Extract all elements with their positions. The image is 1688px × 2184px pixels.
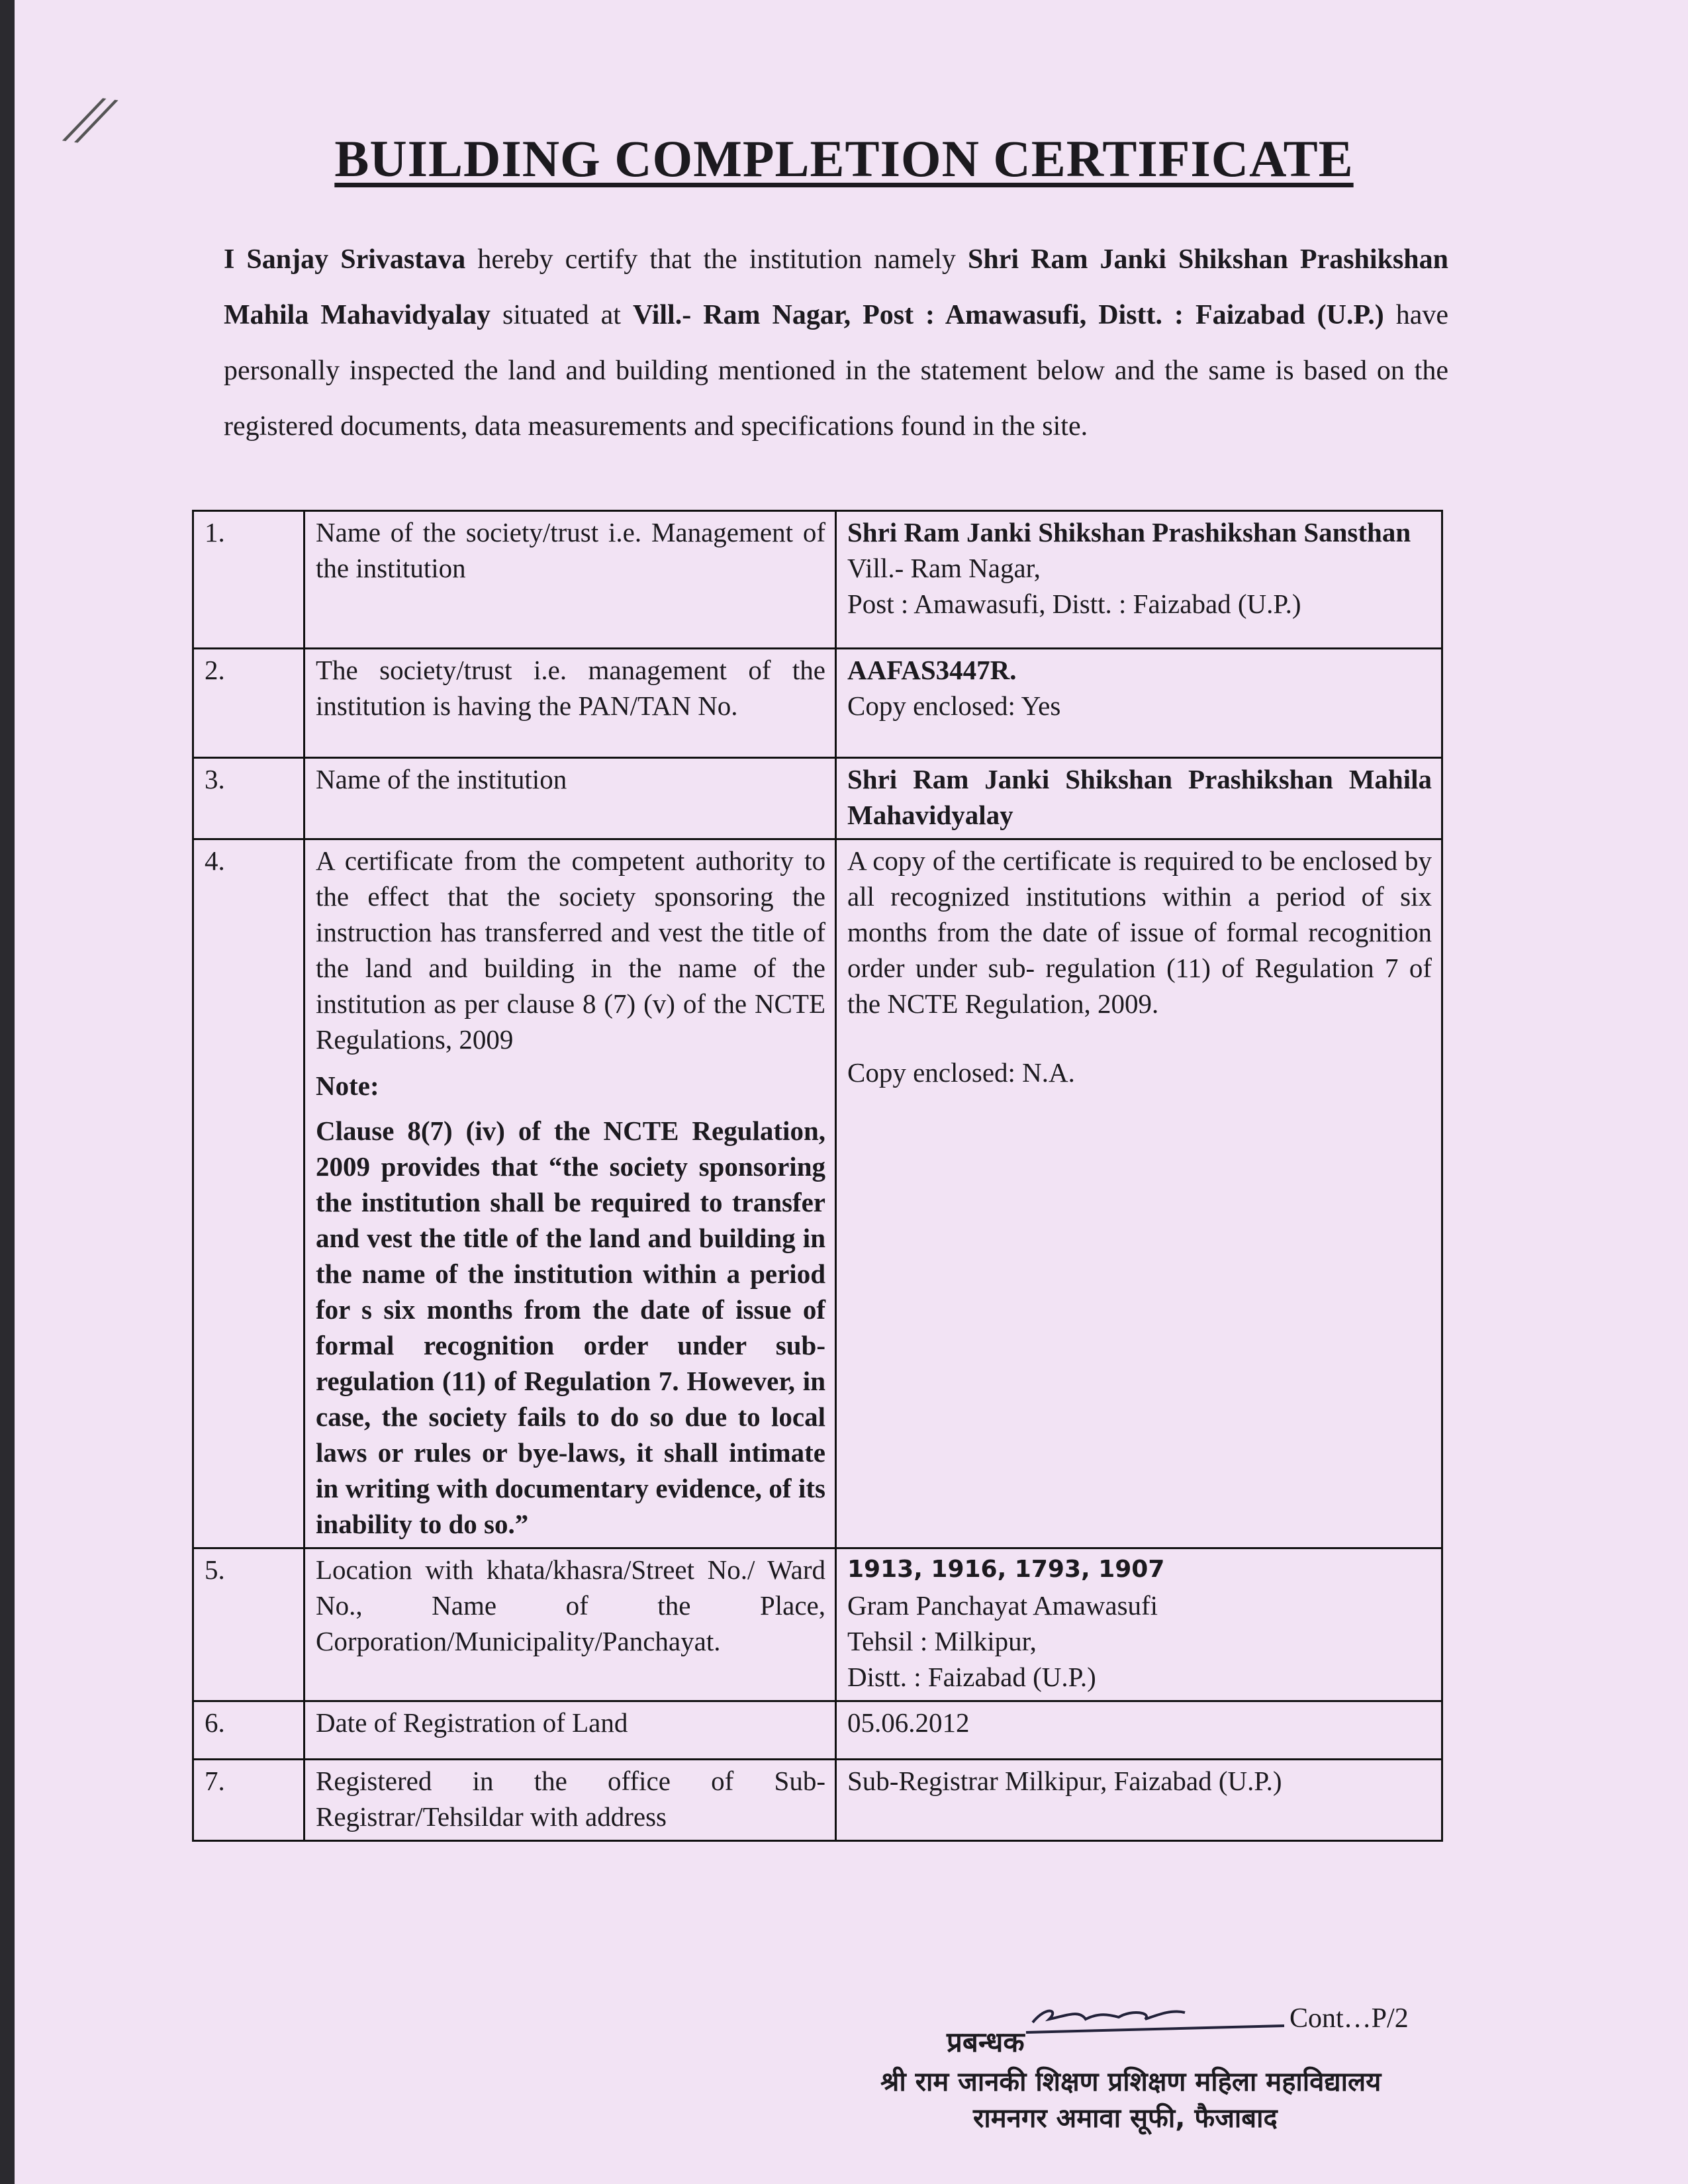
note-text: Clause 8(7) (iv) of the NCTE Regulation, 2009 provides that “the society sponsoring the institution shall be required to transfer and vest the title of the land and building in the name of the institution within a period for s six months from the date of issue of formal recognition order under sub-regulation (11) of Regulation 7. However, in case, the society fails to do so due to local laws or rules or bye-laws, it shall intimate in writing with documentary evidence, of its inability to do so.” (316, 1116, 825, 1539)
registrar-office: Sub-Registrar Milkipur, Faizabad (U.P.) (847, 1766, 1282, 1796)
page-title: BUILDING COMPLETION CERTIFICATE (334, 130, 1354, 187)
certificate-table (192, 510, 1443, 1842)
row-value (836, 1548, 1442, 1701)
institution-stamp-line-1: श्री राम जानकी शिक्षण प्रशिक्षण महिला महाविद्यालय (880, 2067, 1382, 2097)
margin-pen-mark: ⁄⁄ (72, 78, 109, 162)
table-row (193, 511, 1442, 649)
table-row (193, 839, 1442, 1548)
copy-enclosed: Copy enclosed: N.A. (847, 1057, 1075, 1088)
table-row (193, 758, 1442, 839)
registration-date: 05.06.2012 (847, 1707, 970, 1738)
row-label-text: A certificate from the competent authority to the effect that the society sponsoring the instruction has transferred and vest the title of the land and building in the name of the institution as per clause 8 (7) (v) of the NCTE Regulations, 2009 (316, 845, 825, 1055)
intro-text-2: situated at (491, 300, 633, 330)
table-row (193, 1701, 1442, 1760)
value-line: Vill.- Ram Nagar, (847, 553, 1041, 583)
manager-designation: प्रबन्धक (947, 2026, 1025, 2058)
certifier-name: I Sanjay Srivastava (224, 244, 466, 275)
row-label: Registered in the office of Sub-Registrar/Tehsildar with address (305, 1760, 836, 1841)
value-line: Copy enclosed: Yes (847, 690, 1061, 721)
value-line: Gram Panchayat Amawasufi (847, 1590, 1158, 1621)
row-number: 4. (193, 839, 305, 1548)
society-name: Shri Ram Janki Shikshan Prashikshan Sansthan (847, 517, 1411, 547)
row-number: 6. (193, 1701, 305, 1760)
table-row (193, 1548, 1442, 1701)
value-text: A copy of the certificate is required to be enclosed by all recognized institutions within a period of six months from the date of issue of formal recognition order under sub- regulation (11) of Regulation 7 of the NCTE Regulation, 2009. (847, 845, 1432, 1019)
institution-stamp-line-2: रामनगर अमावा सूफी, फैजाबाद (973, 2103, 1278, 2134)
intro-paragraph (224, 232, 1448, 454)
value-line: Post : Amawasufi, Distt. : Faizabad (U.P.) (847, 589, 1301, 619)
row-number: 7. (193, 1760, 305, 1841)
row-label (305, 839, 836, 1548)
intro-text-3: have personally inspected the land and building mentioned in the statement below and the same is based on the registered documents, data measurements and specifications found in the site. (224, 300, 1448, 442)
row-value (836, 1701, 1442, 1760)
row-label: Location with khata/khasra/Street No./ Ward No., Name of the Place, Corporation/Municipality/Panchayat. (305, 1548, 836, 1701)
row-label: Date of Registration of Land (305, 1701, 836, 1760)
row-label: The society/trust i.e. management of the institution is having the PAN/TAN No. (305, 649, 836, 758)
row-value (836, 511, 1442, 649)
pan-number: AAFAS3447R. (847, 655, 1017, 685)
row-value (836, 839, 1442, 1548)
institution-name: Shri Ram Janki Shikshan Prashikshan Mahila Mahavidyalay (224, 244, 1448, 330)
row-number: 5. (193, 1548, 305, 1701)
row-number: 1. (193, 511, 305, 649)
institution-name-value: Shri Ram Janki Shikshan Prashikshan Mahila Mahavidyalay (847, 764, 1432, 830)
row-label: Name of the society/trust i.e. Management of the institution (305, 511, 836, 649)
table-row (193, 1760, 1442, 1841)
row-label: Name of the institution (305, 758, 836, 839)
note-heading: Note: (316, 1070, 379, 1101)
row-number: 3. (193, 758, 305, 839)
value-line: Tehsil : Milkipur, (847, 1626, 1037, 1656)
value-line: Distt. : Faizabad (U.P.) (847, 1662, 1096, 1692)
scan-left-edge (0, 0, 15, 2184)
continued-marker: Cont…P/2 (1289, 2003, 1409, 2034)
khasra-numbers: 1913, 1916, 1793, 1907 (847, 1556, 1165, 1583)
table-row (193, 649, 1442, 758)
row-value (836, 1760, 1442, 1841)
intro-text-1: hereby certify that the institution namely (465, 244, 968, 275)
row-number: 2. (193, 649, 305, 758)
signature-graphic (1019, 1996, 1297, 2042)
row-value (836, 758, 1442, 839)
row-value (836, 649, 1442, 758)
institution-address: Vill.- Ram Nagar, Post : Amawasufi, Distt. : Faizabad (U.P.) (632, 300, 1384, 330)
